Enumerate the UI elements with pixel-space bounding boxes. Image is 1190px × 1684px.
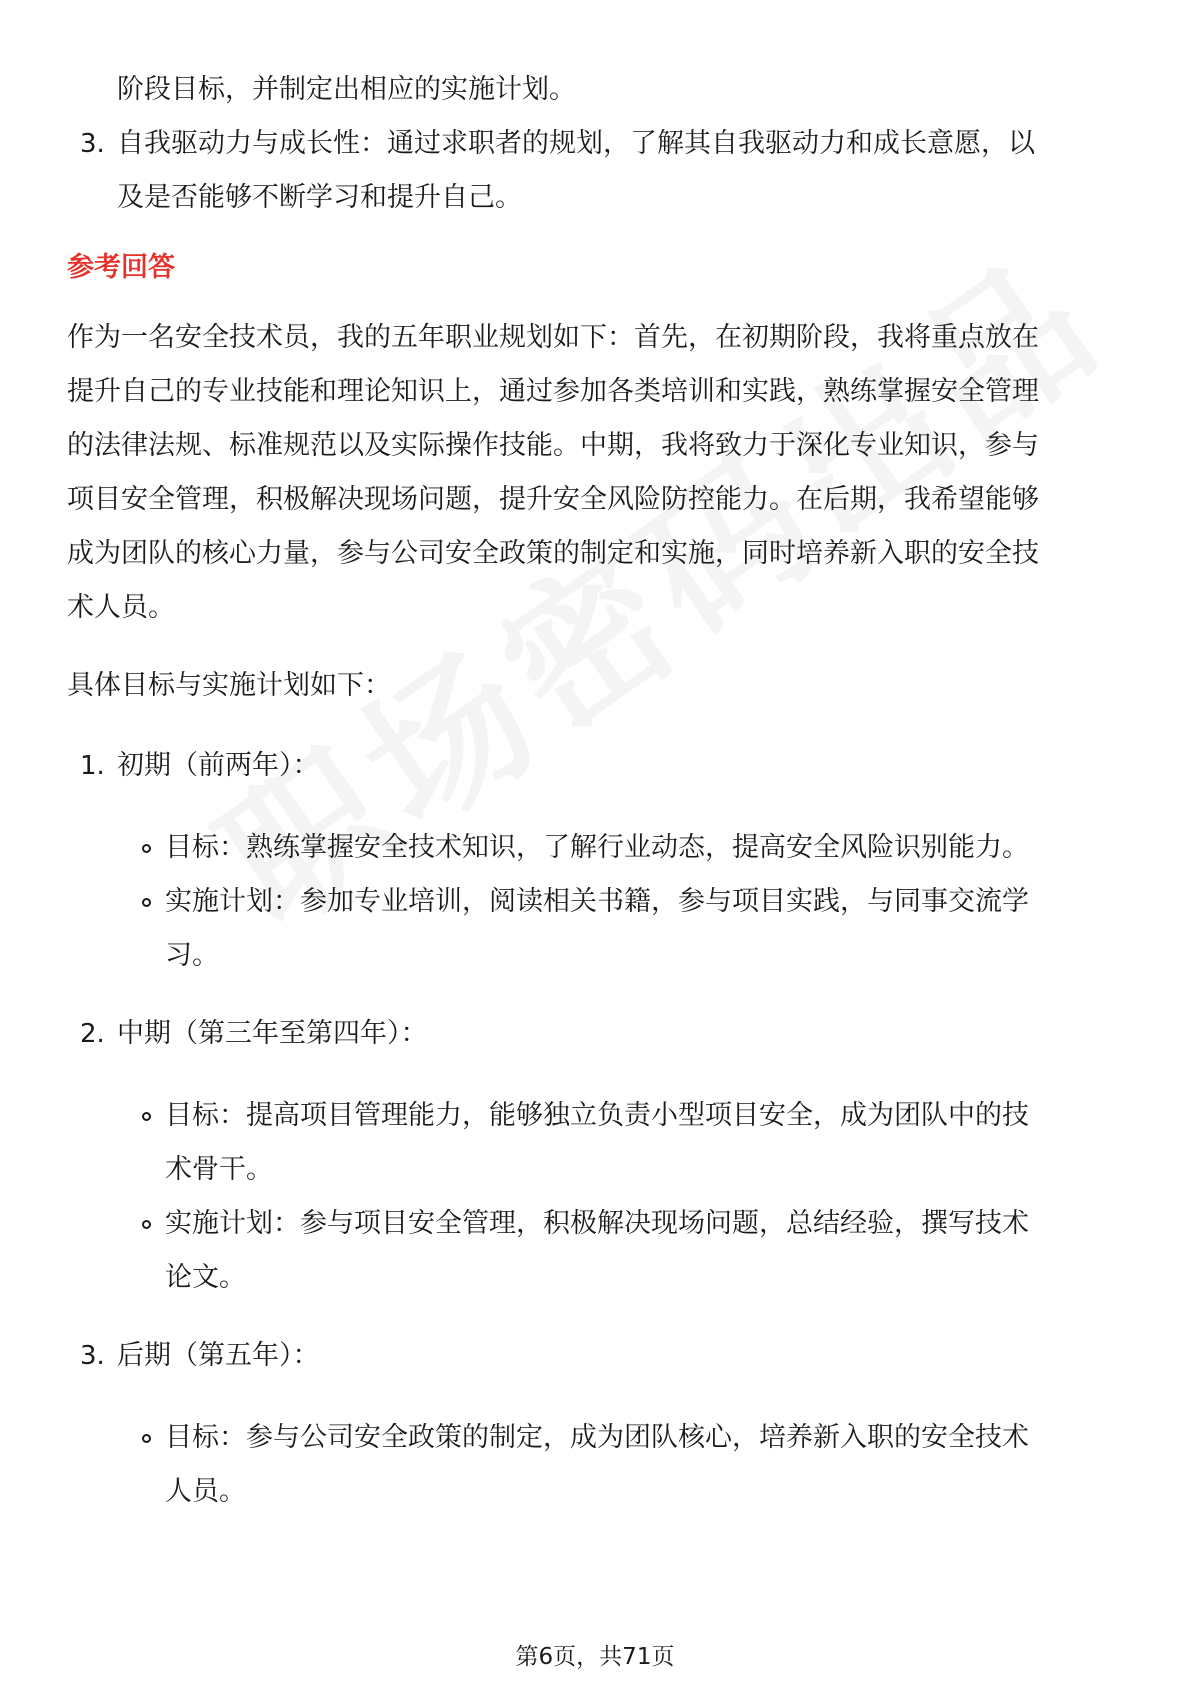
phase-goal-line: 人员。 bbox=[165, 1476, 246, 1507]
bullet-circle-icon bbox=[142, 1112, 151, 1121]
phase-plan-line: 习。 bbox=[165, 940, 219, 971]
page-number-footer: 第6页，共71页 bbox=[515, 1644, 675, 1670]
bullet-circle-icon bbox=[142, 844, 151, 853]
paragraph-line: 术人员。 bbox=[67, 592, 175, 623]
plan-intro: 具体目标与实施计划如下： bbox=[67, 670, 391, 701]
phase-goal-line: 目标：参与公司安全政策的制定，成为团队核心，培养新入职的安全技术 bbox=[165, 1422, 1029, 1453]
paragraph-line: 成为团队的核心力量，参与公司安全政策的制定和实施，同时培养新入职的安全技 bbox=[67, 538, 1039, 569]
list-number-3: 3. bbox=[80, 129, 105, 159]
phase-number: 2. bbox=[80, 1019, 105, 1049]
section-heading: 参考回答 bbox=[67, 252, 175, 283]
paragraph-line: 提升自己的专业技能和理论知识上，通过参加各类培训和实践，熟练掌握安全管理 bbox=[67, 376, 1039, 407]
paragraph-line: 的法律法规、标准规范以及实际操作技能。中期，我将致力于深化专业知识，参与 bbox=[67, 430, 1039, 461]
phase-plan-line: 实施计划：参与项目安全管理，积极解决现场问题，总结经验，撰写技术 bbox=[165, 1208, 1029, 1239]
phase-number: 1. bbox=[80, 751, 105, 781]
phase-title: 中期（第三年至第四年）： bbox=[117, 1018, 428, 1049]
phase-title: 后期（第五年）： bbox=[117, 1340, 320, 1371]
phase-number: 3. bbox=[80, 1341, 105, 1371]
phase-goal-line: 目标：熟练掌握安全技术知识，了解行业动态，提高安全风险识别能力。 bbox=[165, 832, 1029, 863]
bullet-circle-icon bbox=[142, 898, 151, 907]
bullet-circle-icon bbox=[142, 1220, 151, 1229]
list-item-3-line2: 及是否能够不断学习和提升自己。 bbox=[117, 182, 522, 213]
bullet-circle-icon bbox=[142, 1434, 151, 1443]
phase-plan-line: 论文。 bbox=[165, 1262, 246, 1293]
phase-goal-line: 术骨干。 bbox=[165, 1154, 273, 1185]
phase-goal-line: 目标：提高项目管理能力，能够独立负责小型项目安全，成为团队中的技 bbox=[165, 1100, 1029, 1131]
paragraph-line: 作为一名安全技术员，我的五年职业规划如下：首先，在初期阶段，我将重点放在 bbox=[67, 322, 1039, 353]
phase-title: 初期（前两年）： bbox=[117, 750, 320, 781]
list-item-2-continuation: 阶段目标，并制定出相应的实施计划。 bbox=[117, 74, 576, 105]
phase-plan-line: 实施计划：参加专业培训，阅读相关书籍，参与项目实践，与同事交流学 bbox=[165, 886, 1029, 917]
list-item-3-line1: 自我驱动力与成长性：通过求职者的规划，了解其自我驱动力和成长意愿，以 bbox=[117, 128, 1035, 159]
paragraph-line: 项目安全管理，积极解决现场问题，提升安全风险防控能力。在后期，我希望能够 bbox=[67, 484, 1039, 515]
